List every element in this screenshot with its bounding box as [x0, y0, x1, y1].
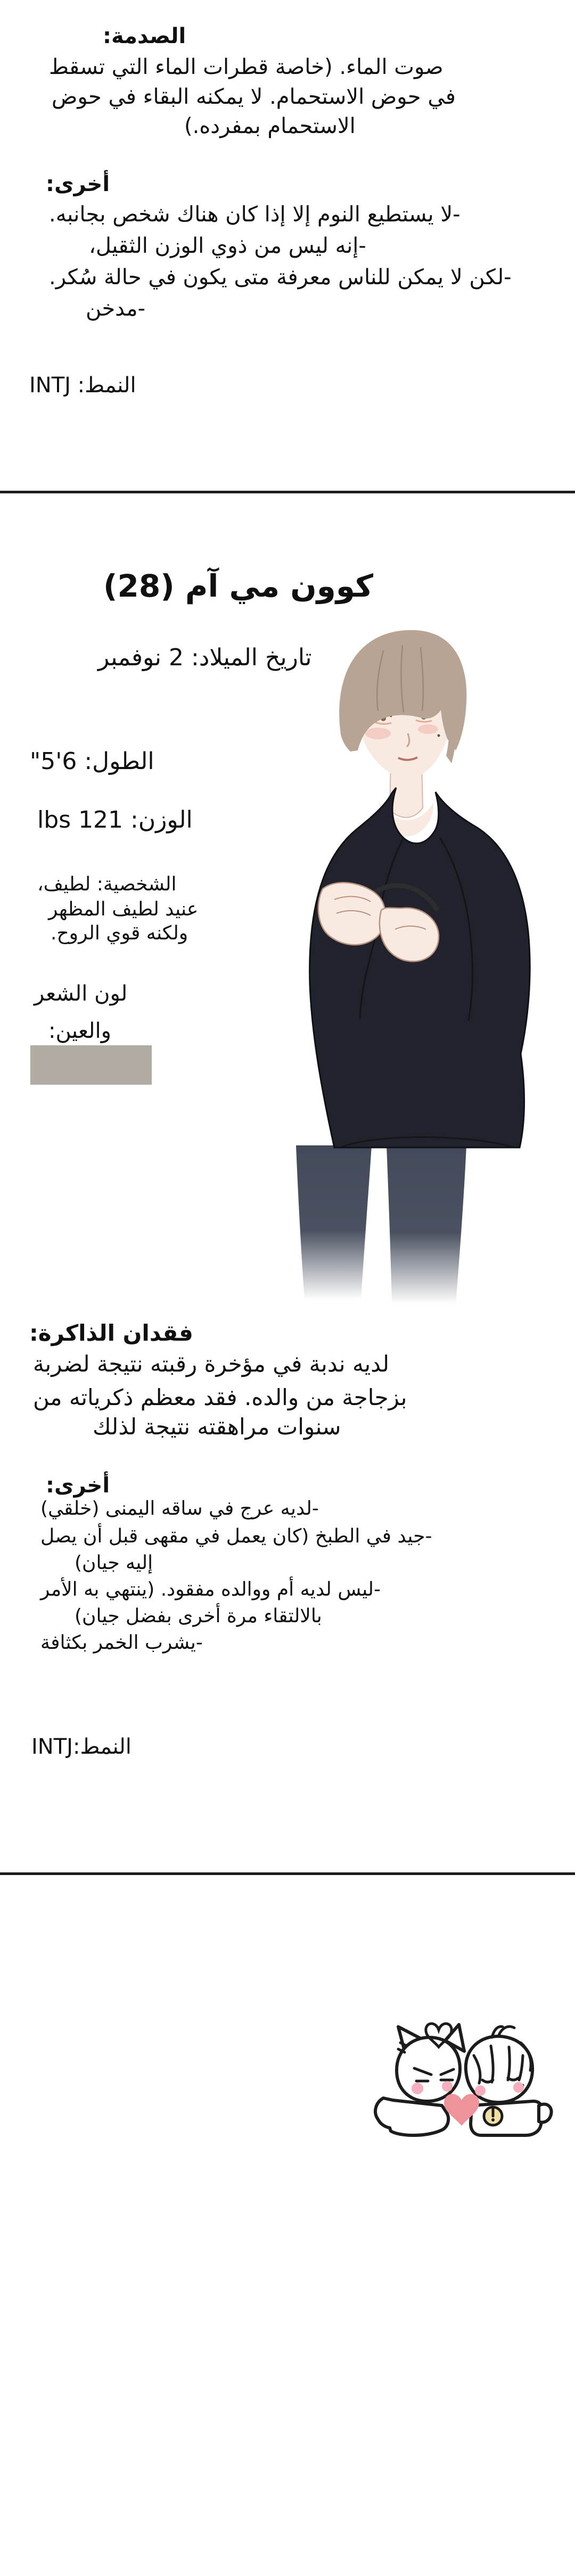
- chibi-couple-illustration: [367, 2007, 554, 2150]
- trauma-line: الاستحمام بمفرده.): [184, 114, 356, 138]
- other-bullet: -لكن لا يمكن للناس معرفة متى يكون في حالة سُكر.: [49, 265, 512, 290]
- trauma-line: صوت الماء. (خاصة قطرات الماء التي تسقط: [49, 55, 443, 79]
- mbti-type: النمط:INTJ: [31, 1735, 132, 1759]
- other-bullet: -مدخن: [86, 296, 146, 321]
- trauma-heading: الصدمة:: [103, 24, 186, 48]
- section-divider: [0, 1872, 575, 1875]
- section-divider: [0, 491, 575, 493]
- personality-line: عنيد لطيف المظهر: [48, 898, 199, 920]
- personality-line: ولكنه قوي الروح.: [51, 922, 188, 944]
- other-bullet: -لديه عرج في ساقه اليمنى (خلقي): [40, 1498, 319, 1520]
- other-bullet: إليه جيان): [75, 1552, 153, 1574]
- hair-eye-color-label: لون الشعر: [34, 981, 128, 1006]
- other-bullet: بالالتقاء مرة أخرى بفضل جيان): [75, 1605, 322, 1627]
- character-portrait-illustration: [277, 612, 575, 1320]
- weight: الوزن: lbs 121: [37, 806, 193, 833]
- other-bullet: -يشرب الخمر بكثافة: [40, 1632, 203, 1654]
- mbti-type: النمط: INTJ: [29, 373, 136, 398]
- hair-eye-color-label: والعين:: [48, 1019, 111, 1043]
- other-bullet: -لا يستطيع النوم إلا إذا كان هناك شخص بجانبه.: [49, 202, 461, 227]
- trauma-line: في حوض الاستحمام. لا يمكنه البقاء في حوض: [52, 85, 456, 109]
- other-heading: أخرى:: [46, 1473, 110, 1498]
- other-bullet: -إنه ليس من ذوي الوزن الثقيل،: [89, 234, 366, 258]
- other-heading: أخرى:: [46, 172, 110, 196]
- personality-line: الشخصية: لطيف،: [37, 873, 177, 895]
- height: الطول: 6'5": [30, 748, 154, 775]
- birthdate: تاريخ الميلاد: 2 نوفمبر: [98, 644, 312, 671]
- memory-loss-heading: فقدان الذاكرة:: [29, 1320, 193, 1346]
- memory-loss-line: لديه ندبة في مؤخرة رقبته نتيجة لضربة: [33, 1351, 390, 1377]
- memory-loss-line: سنوات مراهقته نتيجة لذلك: [93, 1414, 341, 1440]
- other-bullet: -ليس لديه أم ووالده مفقود. (ينتهي به الأمر: [40, 1579, 381, 1600]
- character-name-age: كوون مي آم (28): [103, 568, 373, 604]
- other-bullet: -جيد في الطبخ (كان يعمل في مقهى قبل أن يصل: [40, 1525, 432, 1547]
- hair-eye-color-swatch: [30, 1045, 152, 1085]
- memory-loss-line: بزجاجة من والده. فقد معظم ذكرياته من: [33, 1384, 407, 1410]
